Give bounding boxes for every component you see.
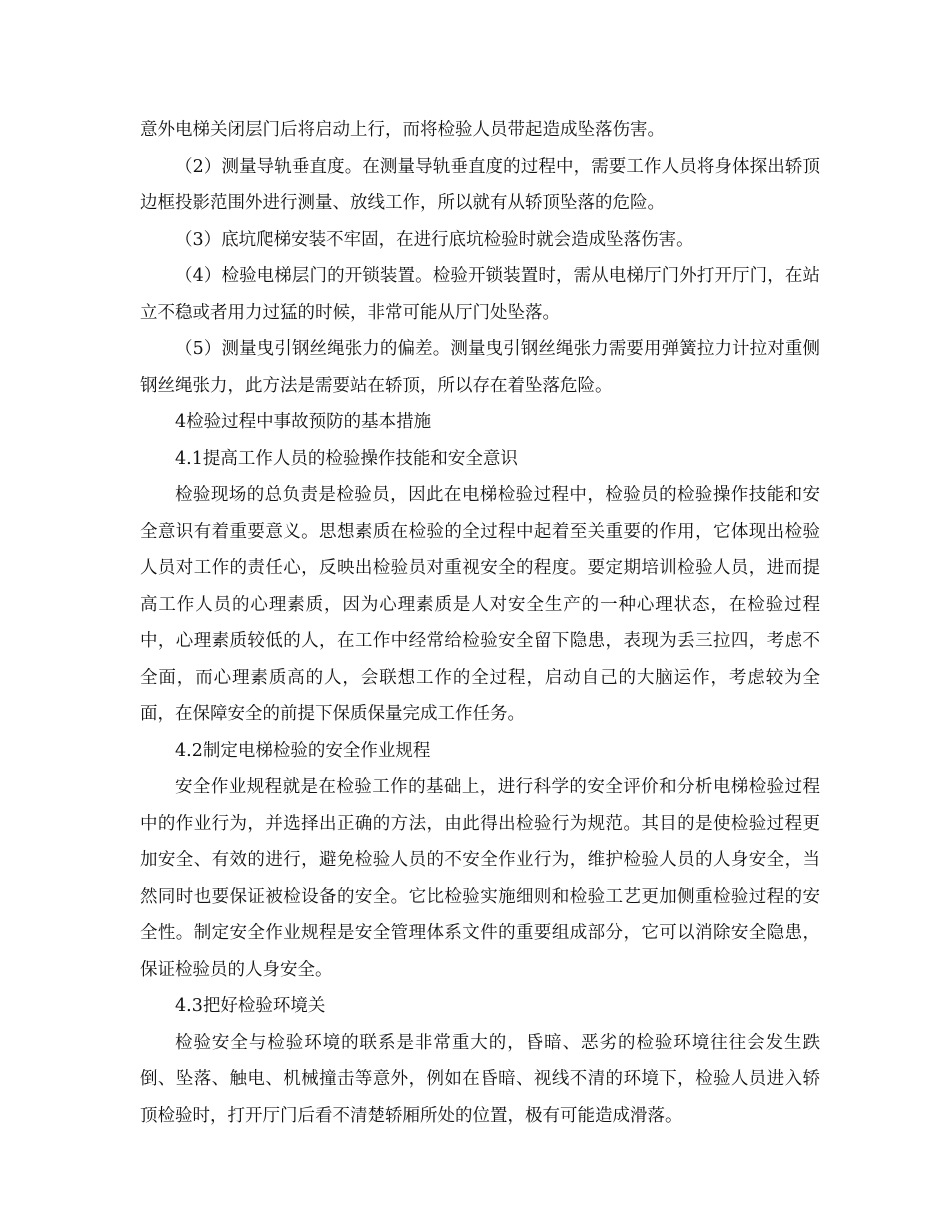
paragraph-4-3-body: 检验安全与检验环境的联系是非常重大的，昏暗、恶劣的检验环境往往会发生跌倒、坠落、触电、机械撞击等意外，例如在昏暗、视线不清的环境下，检验人员进入轿顶检验时，打开厅门后看不清楚轿厢所处的位置，极有可能造成滑落。	[140, 1032, 820, 1126]
paragraph-4-1-body: 检验现场的总负责是检验员，因此在电梯检验过程中，检验员的检验操作技能和安全意识有着重要意义。思想素质在检验的全过程中起着至关重要的作用，它体现出检验人员对工作的责任心，反映出检验员对重视安全的程度。要定期培训检验人员，进而提高工作人员的心理素质，因为心理素质是人对安全生产的一种心理状态，在检验过程中，心理素质较低的人，在工作中经常给检验安全留下隐患，表现为丢三拉四，考虑不全面，而心理素质高的人，会联想工作的全过程，启动自己的大脑运作，考虑较为全面，在保障安全的前提下保质保量完成工作任务。	[140, 485, 820, 724]
subsection-heading-4-1: 4.1提高工作人员的检验操作技能和安全意识	[175, 448, 518, 469]
paragraph-item-4: （4）检验电梯层门的开锁装置。检验开锁装置时，需从电梯厅门外打开厅门，在站立不稳或者用力过猛的时候，非常可能从厅门处坠落。	[140, 266, 820, 323]
paragraph-4-2-body: 安全作业规程就是在检验工作的基础上，进行科学的安全评价和分析电梯检验过程中的作业行为，并选择出正确的方法，由此得出检验行为规范。其目的是使检验过程更加安全、有效的进行，避免检验人员的不安全作业行为，维护检验人员的人身安全，当然同时也要保证被检设备的安全。它比检验实施细则和检验工艺更加侧重检验过程的安全性。制定安全作业规程是安全管理体系文件的重要组成部分，它可以消除安全隐患，保证检验员的人身安全。	[140, 777, 820, 980]
paragraph-continuation: 意外电梯关闭层门后将启动上行，而将检验人员带起造成坠落伤害。	[140, 120, 665, 140]
subsection-heading-4-3: 4.3把好检验环境关	[175, 996, 326, 1016]
document-body	[140, 112, 820, 1134]
section-heading-4: 4检验过程中事故预防的基本措施	[175, 412, 432, 432]
paragraph-item-3: （3）底坑爬梯安装不牢固，在进行底坑检验时就会造成坠落伤害。	[175, 229, 694, 250]
paragraph-item-2: （2）测量导轨垂直度。在测量导轨垂直度的过程中，需要工作人员将身体探出轿顶边框投影范围外进行测量、放线工作，所以就有从轿顶坠落的危险。	[140, 156, 820, 213]
subsection-heading-4-2: 4.2制定电梯检验的安全作业规程	[175, 740, 431, 761]
paragraph-item-5: （5）测量曳引钢丝绳张力的偏差。测量曳引钢丝绳张力需要用弹簧拉力计拉对重侧钢丝绳张力，此方法是需要站在轿顶，所以存在着坠落危险。	[140, 339, 820, 396]
